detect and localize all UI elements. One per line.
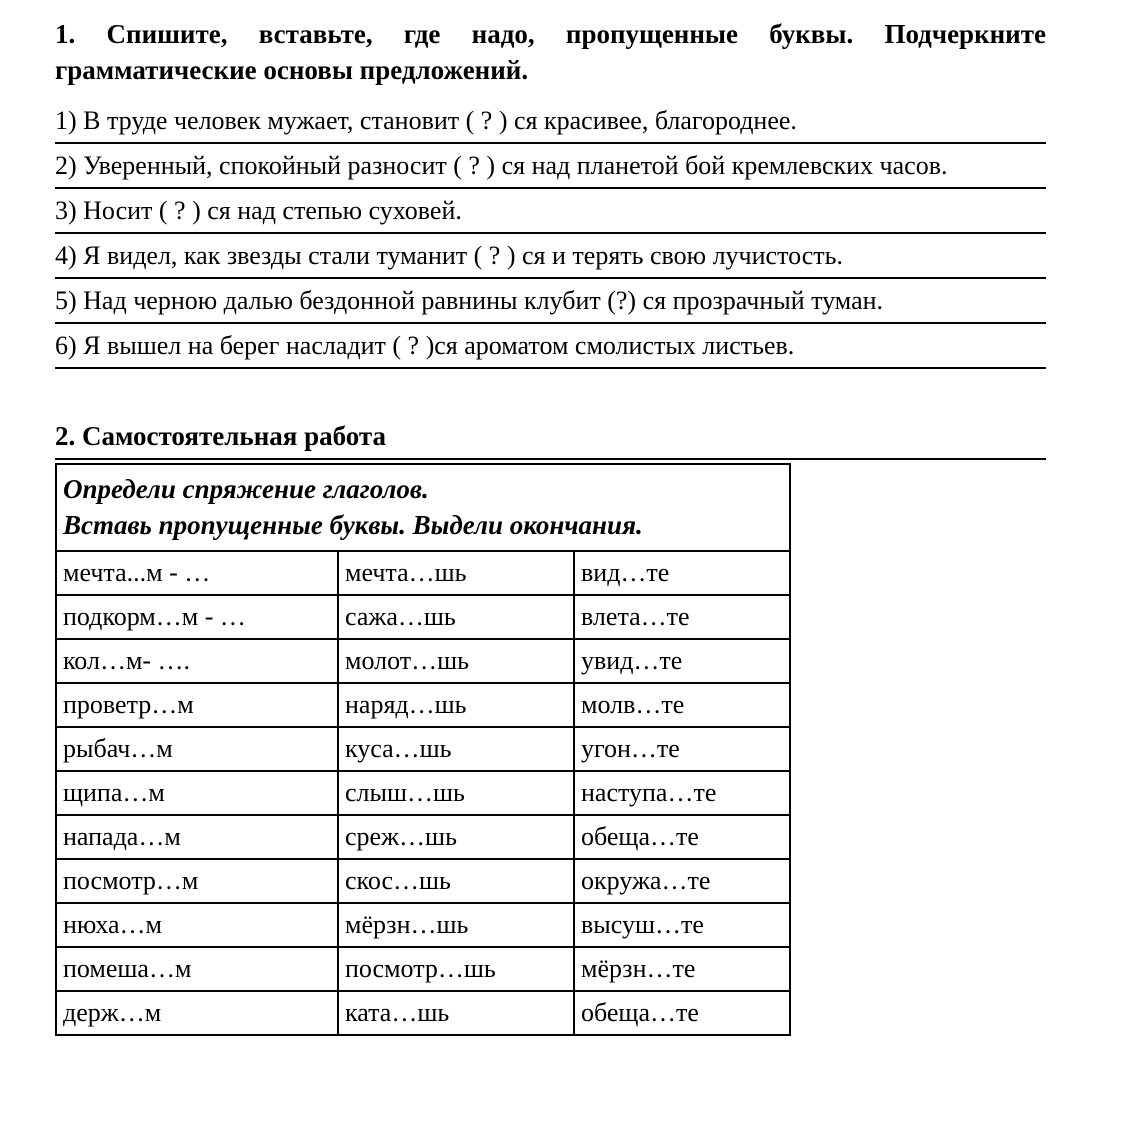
table-cell: скос…шь (338, 859, 574, 903)
table-cell: посмотр…м (56, 859, 338, 903)
task2-heading: 2. Самостоятельная работа (55, 419, 1046, 460)
sentence-5: 5) Над черною далью бездонной равнины клубит (?) ся прозрачный туман. (55, 279, 1046, 324)
table-row (56, 595, 790, 639)
table-row (56, 947, 790, 991)
table-row (56, 859, 790, 903)
sentence-6: 6) Я вышел на берег насладит ( ? )ся ароматом смолистых листьев. (55, 324, 1046, 369)
table-row (56, 815, 790, 859)
table-cell: среж…шь (338, 815, 574, 859)
table-cell: подкорм…м - … (56, 595, 338, 639)
table-cell: угон…те (574, 727, 790, 771)
table-cell: молот…шь (338, 639, 574, 683)
table-cell: вид…те (574, 551, 790, 595)
sentence-1: 1) В труде человек мужает, становит ( ? ) ся красивее, благороднее. (55, 99, 1046, 144)
table-row (56, 639, 790, 683)
table-cell: обеща…те (574, 815, 790, 859)
table-cell: посмотр…шь (338, 947, 574, 991)
table-cell: помеша…м (56, 947, 338, 991)
sentence-3: 3) Носит ( ? ) ся над степью суховей. (55, 189, 1046, 234)
sentence-4: 4) Я видел, как звезды стали туманит ( ? ) ся и терять свою лучистость. (55, 234, 1046, 279)
table-cell: кол…м- …. (56, 639, 338, 683)
table-cell: наступа…те (574, 771, 790, 815)
table-cell: мечта…шь (338, 551, 574, 595)
table-instruction-line-2: Вставь пропущенные буквы. Выдели окончания. (63, 510, 643, 541)
table-instruction-row (56, 464, 790, 551)
table-row (56, 903, 790, 947)
table-cell: влета…те (574, 595, 790, 639)
table-row (56, 991, 790, 1035)
table-row (56, 727, 790, 771)
table-cell: молв…те (574, 683, 790, 727)
table-row (56, 771, 790, 815)
table-row (56, 551, 790, 595)
table-cell: наряд…шь (338, 683, 574, 727)
sentence-2: 2) Уверенный, спокойный разносит ( ? ) ся над планетой бой кремлевских часов. (55, 144, 1046, 189)
table-instruction-line-1: Определи спряжение глаголов. (63, 473, 429, 504)
table-cell: окружа…те (574, 859, 790, 903)
table-cell: щипа…м (56, 771, 338, 815)
table-cell: напада…м (56, 815, 338, 859)
table-cell: куса…шь (338, 727, 574, 771)
verb-conjugation-table (55, 463, 791, 1036)
task1-heading: 1. Спишите, вставьте, где надо, пропущенные буквы. Подчеркните грамматические основы предложений. (55, 19, 1046, 86)
table-cell: обеща…те (574, 991, 790, 1035)
table-cell: мёрзн…те (574, 947, 790, 991)
table-cell: мёрзн…шь (338, 903, 574, 947)
table-cell: рыбач…м (56, 727, 338, 771)
table-cell: ката…шь (338, 991, 574, 1035)
table-cell: нюха…м (56, 903, 338, 947)
table-cell: слыш…шь (338, 771, 574, 815)
table-cell: высуш…те (574, 903, 790, 947)
table-cell: мечта...м - … (56, 551, 338, 595)
table-cell: проветр…м (56, 683, 338, 727)
table-instructions (56, 464, 790, 551)
table-row (56, 683, 790, 727)
table-cell: держ…м (56, 991, 338, 1035)
table-cell: сажа…шь (338, 595, 574, 639)
table-cell: увид…те (574, 639, 790, 683)
